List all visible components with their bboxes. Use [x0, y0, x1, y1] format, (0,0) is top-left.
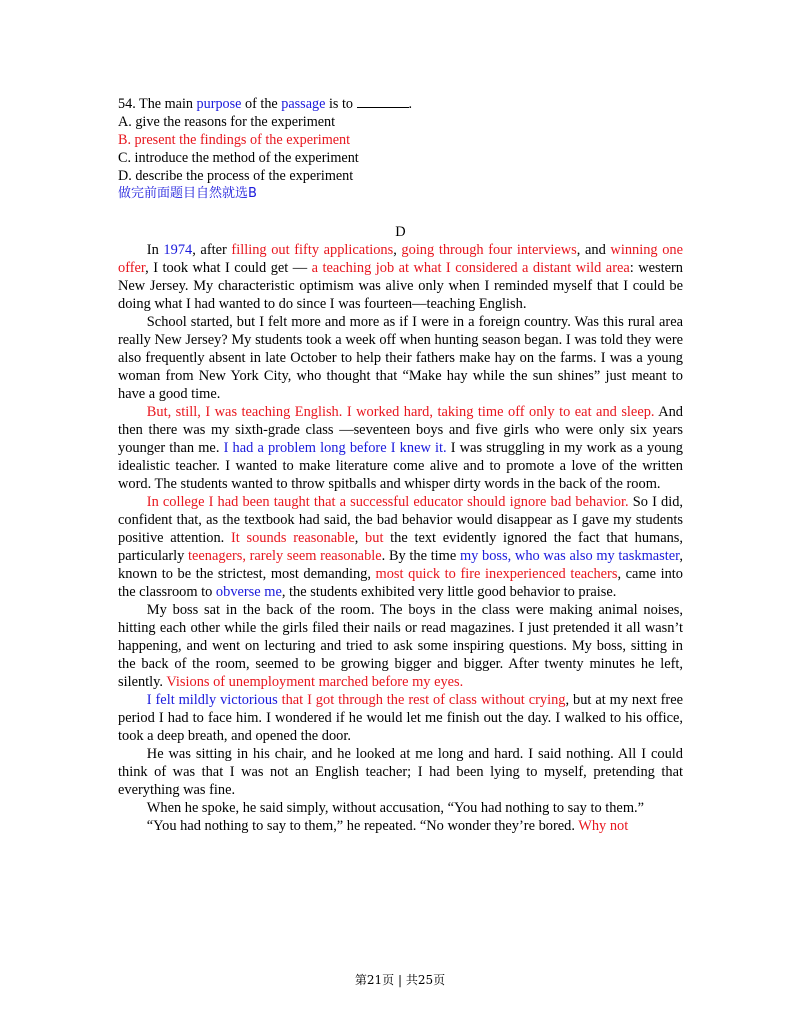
text-run: “You had nothing to say to them,” he repeated. “No wonder they’re bored.	[146, 818, 579, 834]
text-run: And then there was my sixth-grade class —seventeen boys and five girls who were only six years younger than me.	[118, 404, 684, 456]
question-54	[118, 95, 688, 203]
text-run: , known to be the strictest, most demanding,	[118, 548, 683, 582]
text-run: , the students exhibited very little good behavior to praise.	[281, 584, 617, 600]
highlight-red: winning one offer	[118, 242, 683, 276]
highlight-red: but	[365, 530, 384, 546]
keyword-passage: passage	[281, 96, 326, 112]
highlight-red: filling out fifty applications	[231, 242, 394, 258]
highlight-red: going through four interviews	[401, 242, 577, 258]
passage-body	[118, 241, 683, 835]
text-run: ,	[354, 530, 366, 546]
answer-note: 做完前面题目自然就选B	[118, 186, 257, 201]
highlight-red: most quick to fire inexperienced teachers	[375, 566, 618, 582]
text-run: , and	[576, 242, 611, 258]
text-run: In	[146, 242, 164, 258]
text-run: the text evidently ignored the fact that humans, particularly	[118, 530, 683, 564]
option-a: A. give the reasons for the experiment	[118, 114, 336, 130]
page-footer: 第21页 | 共25页	[354, 973, 446, 987]
text-run: I was struggling in my work as a young idealistic teacher. I wanted to make literature come alive and to promote a love of the written word. The students wanted to throw spitballs and whisper dirty words in the back of the room.	[118, 440, 683, 492]
paragraph	[118, 745, 683, 799]
highlight-red: teenagers, rarely seem reasonable	[188, 548, 382, 564]
option-b-answer: B. present the findings of the experiment	[118, 132, 351, 148]
highlight-red: In college I had been taught that a successful educator should ignore bad behavior.	[146, 494, 629, 510]
text-run: : western New Jersey. My characteristic optimism was alive only when I reminded myself that I could be doing what I had wanted to do since I was fourteen—teaching English.	[118, 260, 683, 312]
highlight-blue: I felt mildly victorious	[146, 692, 278, 708]
text-run: , but at my next free period I had to face him. I wondered if he would let me finish out the day. I walked to his office, took a deep breath, and opened the door.	[118, 692, 683, 744]
option-c: C. introduce the method of the experiment	[118, 150, 359, 166]
text-run: When he spoke, he said simply, without accusation, “You had nothing to say to them.”	[146, 800, 644, 816]
highlight-blue: my boss, who was also my taskmaster	[459, 548, 680, 564]
answer-blank	[357, 95, 409, 108]
text-run: , came into the classroom to	[118, 566, 683, 600]
paragraph	[118, 313, 683, 403]
paragraph	[118, 799, 683, 817]
highlight-blue: I had a problem long before I knew it.	[223, 440, 447, 456]
option-d: D. describe the process of the experiment	[118, 168, 354, 184]
highlight-red: that I got through the rest of class without crying	[277, 692, 566, 708]
text-run: , I took what I could get —	[145, 260, 312, 276]
highlight-blue: obverse me	[215, 584, 282, 600]
text-run: ,	[393, 242, 402, 258]
text-run: He was sitting in his chair, and he looked at me long and hard. I said nothing. All I could think of was that I was not an English teacher; I had been lying to myself, pretending that everything was fine.	[118, 746, 683, 798]
keyword-purpose: purpose	[196, 96, 242, 112]
text-run: My boss sat in the back of the room. The boys in the class were making animal noises, hitting each other while the girls filed their nails or read magazines. I just pretended it all wasn’t happening, and went on lecturing and tried to ask some inspiring questions. My boss, sitting in the back of the room, seemed to be growing bigger and bigger. After twenty minutes he left, silently.	[118, 602, 683, 690]
paragraph	[118, 493, 683, 601]
paragraph	[118, 241, 683, 313]
text-run: , after	[192, 242, 232, 258]
paragraph	[118, 403, 683, 493]
paragraph	[118, 601, 683, 691]
section-label: D	[395, 224, 406, 240]
highlight-red: Visions of unemployment marched before my eyes.	[166, 674, 464, 690]
text-run: . By the time	[381, 548, 460, 564]
paragraph	[118, 691, 683, 745]
highlight-red: a teaching job at what I considered a distant wild area	[311, 260, 630, 276]
highlight-red: But, still, I was teaching English. I worked hard, taking time off only to eat and sleep.	[146, 404, 655, 420]
highlight-red: Why not	[578, 818, 629, 834]
paragraph	[118, 817, 683, 835]
text-run: School started, but I felt more and more as if I were in a foreign country. Was this rural area really New Jersey? My students took a week off when hunting season began. I was told they were also frequently absent in late October to help their fathers make hay on the farms. I was a young woman from New York City, who thought that “Make hay while the sun shines” just meant to have a good time.	[118, 314, 683, 402]
highlight-red: It sounds reasonable	[230, 530, 355, 546]
question-stem: 54. The main purpose of the passage is to .	[118, 96, 413, 112]
text-run: So I did, confident that, as the textbook had said, the bad behavior would disappear as I gave my students positive attention.	[118, 494, 683, 546]
highlight-blue: 1974	[163, 242, 193, 258]
